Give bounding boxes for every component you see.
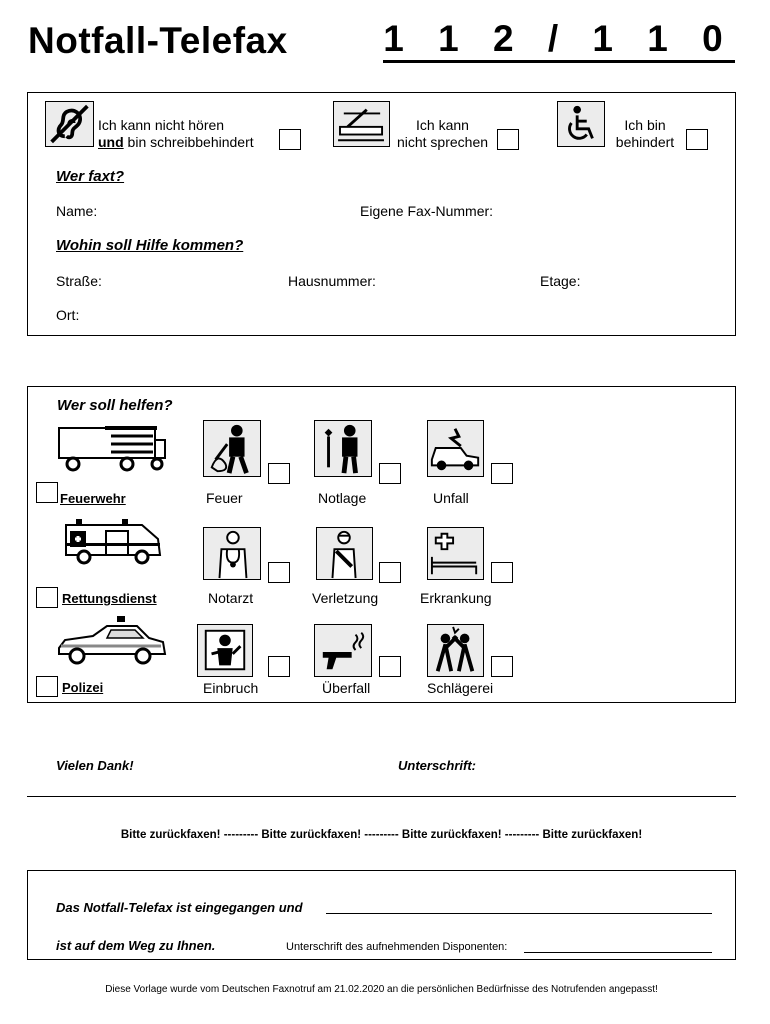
floor-field[interactable]: Etage: bbox=[540, 273, 581, 289]
accident-label: Unfall bbox=[433, 490, 469, 506]
confirmation-line1: Das Notfall-Telefax ist eingegangen und bbox=[56, 900, 303, 915]
sickbed-icon bbox=[427, 527, 484, 580]
wheelchair-icon bbox=[557, 101, 605, 147]
fire-checkbox[interactable] bbox=[268, 463, 290, 484]
burglar-icon bbox=[197, 624, 253, 677]
location-heading: Wohin soll Hilfe kommen? bbox=[56, 237, 244, 254]
speech-line2: nicht sprechen bbox=[396, 134, 489, 150]
footer-note: Diese Vorlage wurde vom Deutschen Faxnotruf am 21.02.2020 an die persönlichen Bedürfnisse des Notrufenden angepasst! bbox=[105, 984, 658, 995]
brawl-label: Schlägerei bbox=[427, 680, 494, 696]
hearing-line1: Ich kann nicht hören bbox=[98, 117, 225, 133]
hearing-line2 bbox=[98, 134, 278, 151]
speech-line1: Ich kann bbox=[416, 117, 469, 133]
robbery-checkbox[interactable] bbox=[379, 656, 401, 677]
firefighter-icon bbox=[203, 420, 261, 477]
burglary-label: Einbruch bbox=[203, 680, 259, 696]
hearing-checkbox[interactable] bbox=[279, 129, 301, 150]
hearing-line2-bold: und bbox=[98, 134, 124, 150]
fire-label: Feuer bbox=[206, 490, 243, 506]
car-crash-icon bbox=[427, 420, 484, 477]
injury-label: Verletzung bbox=[312, 590, 379, 606]
city-field[interactable]: Ort: bbox=[56, 307, 80, 323]
injured-person-icon bbox=[316, 527, 373, 580]
dispatcher-signature-line[interactable] bbox=[524, 952, 712, 953]
robbery-label: Überfall bbox=[322, 680, 371, 696]
confirmation-line1-underline bbox=[326, 913, 712, 914]
help-heading: Wer soll helfen? bbox=[57, 397, 173, 414]
page-title: Notfall-Telefax bbox=[28, 20, 288, 61]
emergency-doctor-checkbox[interactable] bbox=[268, 562, 290, 583]
ambulance-icon bbox=[62, 517, 165, 567]
confirmation-line2: ist auf dem Weg zu Ihnen. bbox=[56, 938, 216, 953]
signature-line[interactable] bbox=[27, 796, 736, 797]
rescue-worker-icon bbox=[314, 420, 372, 477]
emergency-situation-label: Notlage bbox=[318, 490, 367, 506]
illness-label: Erkrankung bbox=[420, 590, 492, 606]
pistol-icon bbox=[314, 624, 372, 677]
street-field[interactable]: Straße: bbox=[56, 273, 102, 289]
ambulance-service-label: Rettungsdienst bbox=[62, 591, 157, 606]
police-service-label: Polizei bbox=[62, 680, 104, 695]
fire-service-checkbox[interactable] bbox=[36, 482, 58, 503]
disabled-label bbox=[605, 117, 685, 151]
emergency-situation-checkbox[interactable] bbox=[379, 463, 401, 484]
burglary-checkbox[interactable] bbox=[268, 656, 290, 677]
fight-icon bbox=[427, 624, 484, 677]
accident-checkbox[interactable] bbox=[491, 463, 513, 484]
signature-label: Unterschrift: bbox=[398, 758, 477, 773]
fire-truck-icon bbox=[55, 420, 168, 475]
sender-heading: Wer faxt? bbox=[56, 168, 125, 185]
disabled-line1: Ich bin bbox=[624, 117, 666, 133]
name-field[interactable]: Name: bbox=[56, 203, 98, 219]
dispatcher-signature-label: Unterschrift des aufnehmenden Disponenten: bbox=[286, 941, 508, 953]
writing-pad-icon bbox=[333, 101, 390, 147]
hearing-label bbox=[98, 117, 278, 151]
hearing-line2-rest: bin schreibbehindert bbox=[123, 134, 254, 150]
fire-service-label: Feuerwehr bbox=[60, 491, 126, 506]
illness-checkbox[interactable] bbox=[491, 562, 513, 583]
emergency-doctor-label: Notarzt bbox=[208, 590, 254, 606]
police-car-icon bbox=[55, 614, 168, 669]
speech-checkbox[interactable] bbox=[497, 129, 519, 150]
ear-crossed-icon bbox=[45, 101, 94, 147]
injury-checkbox[interactable] bbox=[379, 562, 401, 583]
doctor-icon bbox=[203, 527, 261, 580]
disabled-checkbox[interactable] bbox=[686, 129, 708, 150]
fax-number-field[interactable]: Eigene Fax-Nummer: bbox=[360, 203, 494, 219]
speech-label bbox=[390, 117, 495, 151]
house-number-field[interactable]: Hausnummer: bbox=[288, 273, 376, 289]
emergency-number: 1 1 2 / 1 1 0 bbox=[383, 18, 735, 63]
police-service-checkbox[interactable] bbox=[36, 676, 58, 697]
ambulance-service-checkbox[interactable] bbox=[36, 587, 58, 608]
brawl-checkbox[interactable] bbox=[491, 656, 513, 677]
return-fax-notice: Bitte zurückfaxen! --------- Bitte zurückfaxen! --------- Bitte zurückfaxen! --------- Bitte zurückfaxen! bbox=[120, 829, 643, 841]
disabled-line2: behindert bbox=[615, 134, 675, 150]
thanks-text: Vielen Dank! bbox=[56, 758, 134, 773]
